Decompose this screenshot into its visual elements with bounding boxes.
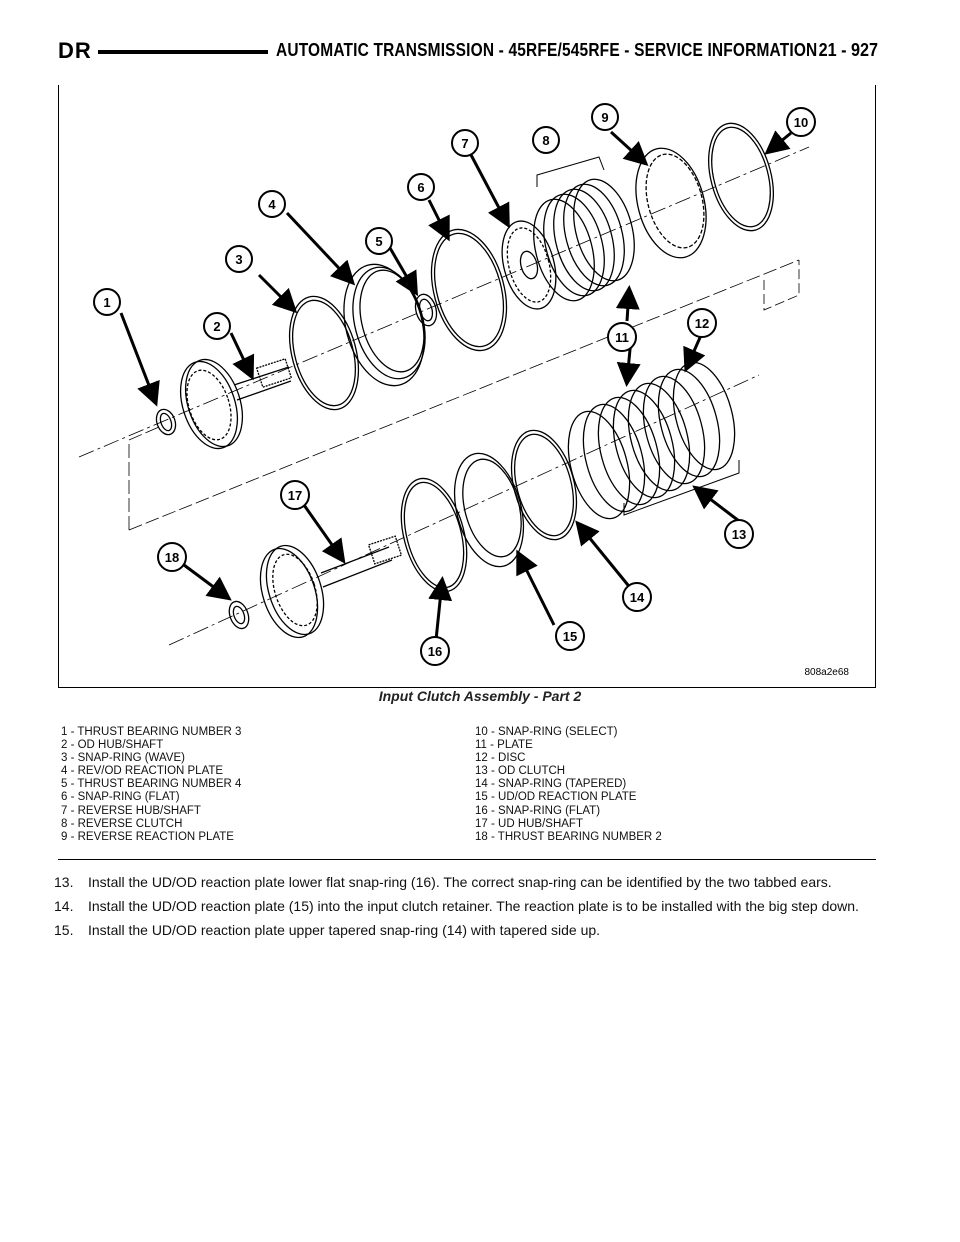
legend-right-column [475,726,662,844]
legend-item: 11 - PLATE [475,739,533,752]
svg-text:5: 5 [375,234,383,249]
procedure-steps [54,872,878,944]
callout-17 [281,481,309,509]
legend-item: 18 - THRUST BEARING NUMBER 2 [475,830,662,843]
callout-15 [556,622,584,650]
callout-badges [94,104,815,665]
callout-14 [623,583,651,611]
svg-text:17: 17 [287,488,303,503]
exploded-view-figure [58,85,876,688]
header-title: AUTOMATIC TRANSMISSION - 45RFE/545RFE - SERVICE INFORMATION [276,40,818,60]
svg-text:3: 3 [235,252,243,267]
svg-text:14: 14 [629,590,645,605]
callout-7 [452,130,478,156]
step-number: 13. [54,874,74,890]
svg-text:18: 18 [164,550,180,565]
callout-10 [787,108,815,136]
callout-3 [226,246,252,272]
svg-text:6: 6 [417,180,425,195]
legend-item: 2 - OD HUB/SHAFT [61,739,164,752]
callout-12 [688,309,716,337]
svg-text:15: 15 [562,629,578,644]
legend-item: 15 - UD/OD REACTION PLATE [475,791,637,804]
svg-text:12: 12 [694,316,710,331]
legend-item: 7 - REVERSE HUB/SHAFT [61,804,201,817]
callout-1 [94,289,120,315]
procedure-step [54,896,878,916]
legend-item: 17 - UD HUB/SHAFT [475,817,583,830]
svg-text:7: 7 [461,136,469,151]
step-text: Install the UD/OD reaction plate lower flat snap-ring (16). The correct snap-ring can be identified by the two tabbed ears. [88,874,832,890]
legend-left-column [61,726,241,844]
procedure-step [54,872,878,892]
svg-text:10: 10 [793,115,809,130]
callout-11 [608,323,636,351]
figure-code: 808a2e68 [804,667,849,678]
step-number: 14. [54,898,74,914]
legend-item: 1 - THRUST BEARING NUMBER 3 [61,726,242,738]
svg-text:2: 2 [213,319,221,334]
callout-leaders [121,132,791,640]
step-text: Install the UD/OD reaction plate (15) into the input clutch retainer. The reaction plate is to be installed with the big step down. [88,898,859,914]
parts-drawing [79,116,809,645]
svg-text:9: 9 [601,110,609,125]
legend-item: 3 - SNAP-RING (WAVE) [61,752,185,765]
legend-item: 13 - OD CLUTCH [475,765,566,778]
step-number: 15. [54,922,74,938]
legend-item: 14 - SNAP-RING (TAPERED) [475,778,627,791]
exploded-view-drawing [59,85,877,688]
legend-item: 16 - SNAP-RING (FLAT) [475,804,601,817]
legend-item: 5 - THRUST BEARING NUMBER 4 [61,778,242,791]
callout-13 [725,520,753,548]
header-page-number: 21 - 927 [818,40,878,60]
step-text: Install the UD/OD reaction plate upper tapered snap-ring (14) with tapered side up. [88,922,601,938]
callout-8 [533,127,559,153]
callout-2 [204,313,230,339]
page-header [58,38,878,68]
callout-16 [421,637,449,665]
legend-divider [58,859,876,860]
legend-item: 12 - DISC [475,752,526,765]
legend-item: 4 - REV/OD REACTION PLATE [61,765,224,778]
callout-4 [259,191,285,217]
legend-item: 10 - SNAP-RING (SELECT) [475,726,618,738]
callout-9 [592,104,618,130]
figure-caption: Input Clutch Assembly - Part 2 [378,688,582,704]
callout-6 [408,174,434,200]
legend-item: 9 - REVERSE REACTION PLATE [61,830,234,843]
procedure-step [54,920,878,940]
callout-18 [158,543,186,571]
svg-text:11: 11 [615,330,629,345]
svg-text:16: 16 [427,644,443,659]
svg-text:1: 1 [103,295,111,310]
header-model: DR [58,38,92,63]
svg-text:13: 13 [731,527,747,542]
svg-text:8: 8 [542,133,550,148]
legend-item: 6 - SNAP-RING (FLAT) [61,791,180,804]
callout-5 [366,228,392,254]
svg-text:4: 4 [268,197,276,212]
legend-item: 8 - REVERSE CLUTCH [61,817,183,830]
header-rule [98,50,268,54]
